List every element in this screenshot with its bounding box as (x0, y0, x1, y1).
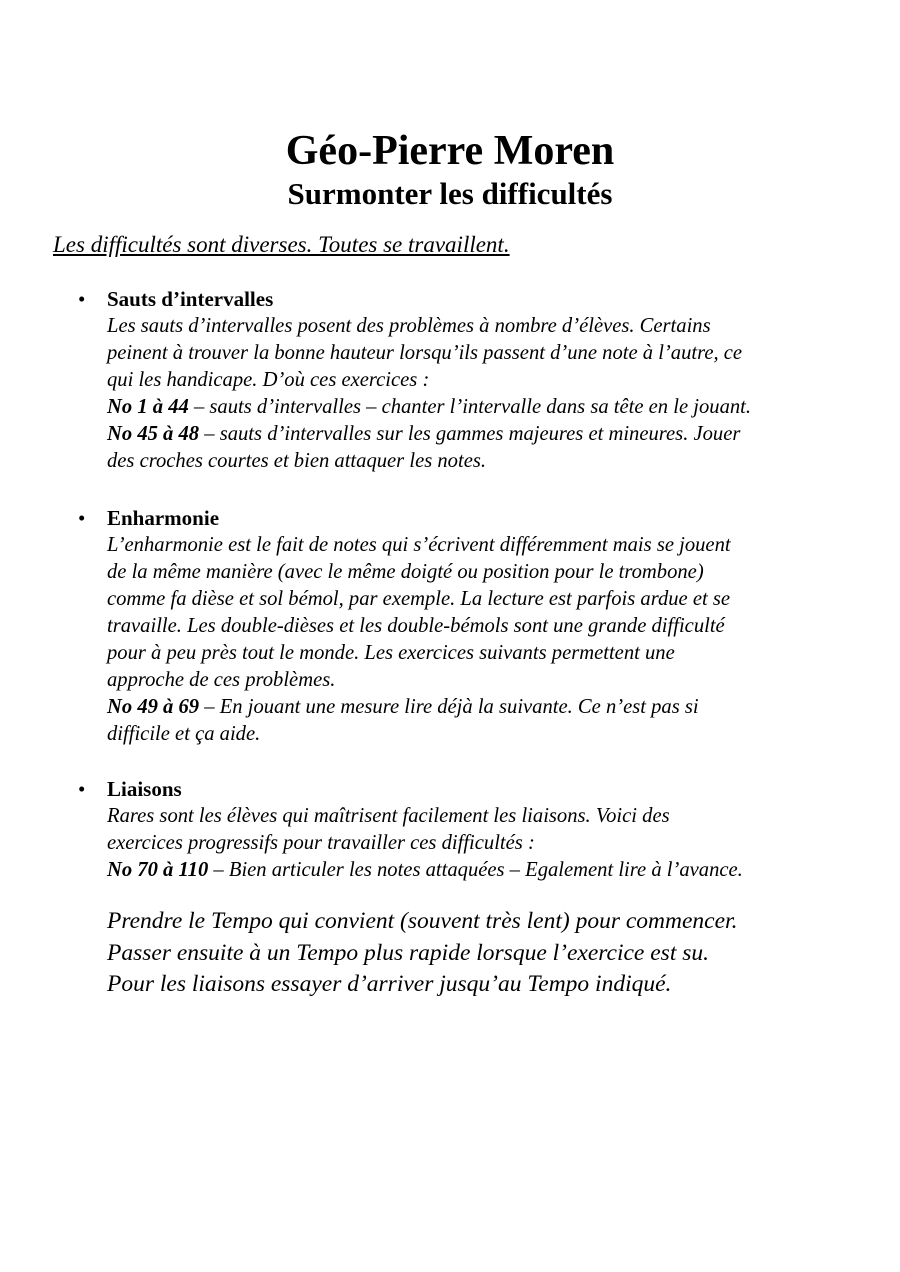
body-line: difficile et ça aide. (107, 723, 261, 745)
closing-line: Passer ensuite à un Tempo plus rapide lorsque l’exercice est su. (107, 939, 709, 966)
body-line: travaille. Les double-dièses et les double-bémols sont une grande difficulté (107, 615, 725, 637)
page-subtitle: Surmonter les difficultés (287, 176, 613, 211)
exercise-ref: No 45 à 48 (107, 423, 200, 445)
section-body (107, 803, 743, 884)
bullet-marker: • (78, 777, 86, 801)
closing-line: Pour les liaisons essayer d’arriver jusqu’au Tempo indiqué. (107, 971, 672, 997)
exercise-ref-text: – sauts d’intervalles sur les gammes majeures et mineures. Jouer (199, 423, 741, 445)
body-line: peinent à trouver la bonne hauteur lorsqu’ils passent d’une note à l’autre, ce (107, 342, 743, 364)
intro-text: Les difficultés sont diverses. Toutes se travaillent. (53, 232, 510, 257)
body-line: L’enharmonie est le fait de notes qui s’écrivent différemment mais se jouent (107, 534, 731, 556)
exercise-ref: No 49 à 69 (107, 696, 200, 718)
section-body (107, 532, 731, 748)
exercise-ref-text: – Bien articuler les notes attaquées – Egalement lire à l’avance. (208, 859, 743, 881)
body-line: des croches courtes et bien attaquer les notes. (107, 450, 486, 472)
closing-advice (107, 906, 737, 1001)
section-heading: Sauts d’intervalles (107, 287, 274, 311)
section-heading: Liaisons (107, 777, 182, 801)
body-line: exercices progressifs pour travailler ces difficultés : (107, 832, 535, 854)
section-heading: Enharmonie (107, 506, 220, 530)
body-line: comme fa dièse et sol bémol, par exemple. La lecture est parfois ardue et se (107, 588, 731, 610)
body-line: pour à peu près tout le monde. Les exercices suivants permettent une (107, 642, 675, 664)
body-line: de la même manière (avec le même doigté ou position pour le trombone) (107, 561, 704, 583)
page-title: Géo-Pierre Moren (285, 128, 615, 174)
exercise-ref-line (107, 694, 731, 721)
exercise-ref: No 1 à 44 (107, 396, 189, 418)
closing-line: Prendre le Tempo qui convient (souvent très lent) pour commencer. (107, 908, 738, 934)
exercise-ref: No 70 à 110 (107, 859, 209, 881)
body-line: Rares sont les élèves qui maîtrisent facilement les liaisons. Voici des (107, 805, 670, 827)
body-line: qui les handicape. D’où ces exercices : (107, 369, 430, 391)
exercise-ref-line (107, 421, 751, 448)
exercise-ref-text: – En jouant une mesure lire déjà la suivante. Ce n’est pas si (199, 696, 699, 718)
exercise-ref-line (107, 857, 743, 884)
exercise-ref-line (107, 394, 751, 421)
body-line: Les sauts d’intervalles posent des problèmes à nombre d’élèves. Certains (107, 315, 711, 337)
bullet-marker: • (78, 287, 86, 311)
body-line: approche de ces problèmes. (107, 669, 336, 691)
section-body (107, 313, 751, 475)
bullet-marker: • (78, 506, 86, 530)
exercise-ref-text: – sauts d’intervalles – chanter l’intervalle dans sa tête en le jouant. (188, 396, 752, 418)
